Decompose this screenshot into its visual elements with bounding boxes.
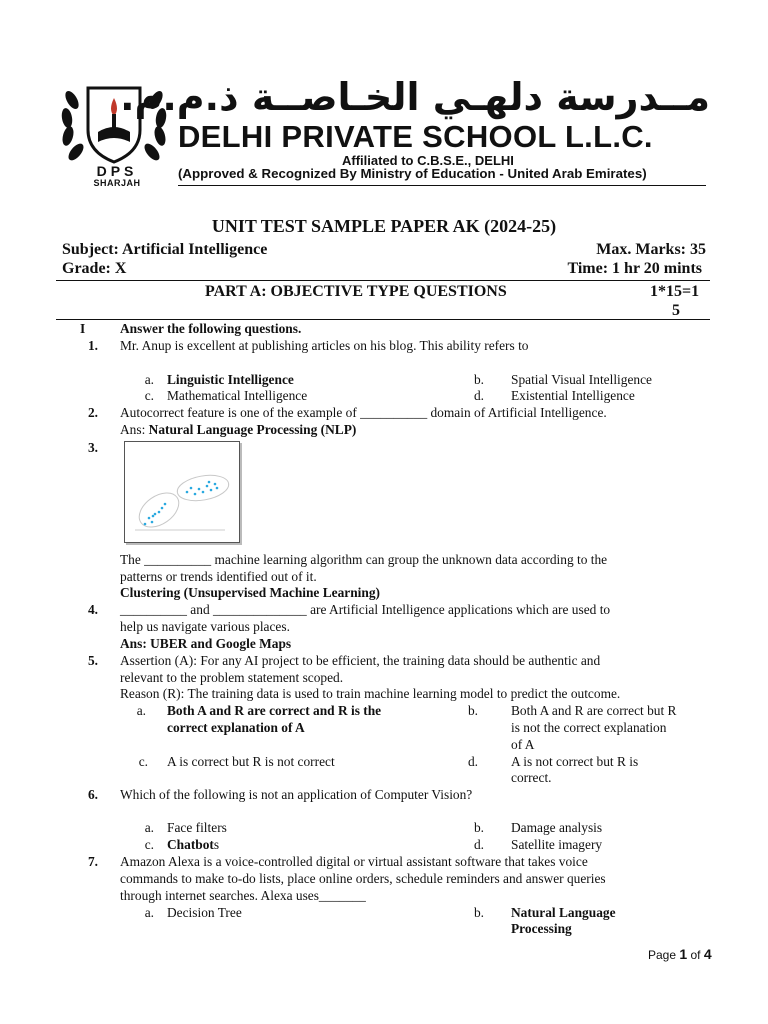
q1-option-c: Mathematical Intelligence [167,388,308,403]
current-page: 1 [679,946,688,962]
section-roman: I [80,321,86,336]
logo-subtext: SHARJAH [93,178,141,188]
q5-label-a: a. [136,703,146,718]
divider-top [56,280,710,281]
approval-text: (Approved & Recognized By Ministry of Education - United Arab Emirates) [178,166,647,181]
q6-option-a: Face filters [167,820,227,835]
q6-option-c: Chatbots [167,837,220,852]
q2-text: Autocorrect feature is one of the example of __________ domain of Artificial Intelligence. [120,405,607,420]
q6-option-d: Satellite imagery [511,837,603,852]
q5-option-c: A is correct but R is not correct [167,754,335,769]
q3-answer: Clustering (Unsupervised Machine Learning) [120,585,381,600]
q5-option-b-2: is not the correct explanation [511,720,667,735]
page-indicator: Page 1 of 4 [648,946,712,962]
paper-title: UNIT TEST SAMPLE PAPER AK (2024-25) [211,216,557,236]
q6-label-c: c. [144,837,154,852]
q5-number: 5. [87,653,98,668]
q5-option-d-1: A is not correct but R is [511,754,639,769]
q7-label-a: a. [144,905,154,920]
subject: Subject: Artificial Intelligence [62,241,268,258]
q4-line-1: __________ and ______________ are Artificial Intelligence applications which are used to [120,602,611,617]
total-pages: 4 [703,946,712,962]
logo-text: DPS [96,163,138,179]
q7-option-b-1: Natural Language [511,905,616,920]
q6-label-d: d. [473,837,484,852]
q5-line-3: Reason (R): The training data is used to train machine learning model to predict the outcome. [120,686,621,701]
q1-label-c: c. [144,388,154,403]
time: Time: 1 hr 20 mints [567,260,702,277]
divider-bottom [56,319,710,320]
q7-line-2: commands to make to-do lists, place online orders, schedule reminders and answer queries [120,871,606,886]
q7-option-b-2: Processing [511,921,572,936]
q7-label-b: b. [473,905,484,920]
header-underline [178,185,706,186]
part-marks: 1*15=1 [650,283,700,300]
q6-label-b: b. [473,820,484,835]
grade: Grade: X [62,260,127,277]
q5-line-2: relevant to the problem statement scoped. [120,670,344,685]
q1-option-a: Linguistic Intelligence [167,372,294,387]
q2-answer: Ans: Natural Language Processing (NLP) [120,422,357,437]
q1-number: 1. [87,338,98,353]
q5-label-d: d. [467,754,478,769]
q1-option-d: Existential Intelligence [511,388,635,403]
q1-option-b: Spatial Visual Intelligence [511,372,652,387]
q5-option-a-2: correct explanation of A [167,720,305,735]
q7-line-1: Amazon Alexa is a voice-controlled digital or virtual assistant software that takes voice [120,854,588,869]
q1-label-b: b. [473,372,484,387]
q2-number: 2. [87,405,98,420]
clustering-figure [124,441,240,543]
q4-number: 4. [87,602,98,617]
q5-option-d-2: correct. [511,770,552,785]
q6-option-b: Damage analysis [511,820,603,835]
q7-number: 7. [87,854,98,869]
max-marks: Max. Marks: 35 [596,241,706,258]
q3-line-1: The __________ machine learning algorithm can group the unknown data according to the [120,552,608,567]
part-marks-wrap: 5 [672,302,680,319]
q4-answer: Ans: UBER and Google Maps [120,636,292,651]
q6-label-a: a. [144,820,154,835]
affiliation: Affiliated to C.B.S.E., DELHI [342,153,514,168]
q7-option-a: Decision Tree [167,905,242,920]
q1-label-d: d. [473,388,484,403]
q1-text: Mr. Anup is excellent at publishing articles on his blog. This ability refers to [120,338,529,353]
q5-option-b-1: Both A and R are correct but R [511,703,677,718]
q5-option-b-3: of A [511,737,535,752]
school-name-arabic: مــدرسة دلهـي الخـاصــة ذ.م.م. [120,75,710,119]
q5-label-c: c. [138,754,148,769]
q7-line-3: through internet searches. Alexa uses_______ [120,888,366,903]
q6-text: Which of the following is not an application of Computer Vision? [120,787,473,802]
q4-line-2: help us navigate various places. [120,619,290,634]
q1-label-a: a. [144,372,154,387]
q6-number: 6. [87,787,98,802]
q5-line-1: Assertion (A): For any AI project to be efficient, the training data should be authentic and [120,653,601,668]
q3-number: 3. [87,440,98,455]
part-title: PART A: OBJECTIVE TYPE QUESTIONS [205,283,507,300]
q3-line-2: patterns or trends identified out of it. [120,569,317,584]
q5-option-a-1: Both A and R are correct and R is the [167,703,382,718]
q5-label-b: b. [467,703,478,718]
section-instruction: Answer the following questions. [120,321,302,336]
school-name: DELHI PRIVATE SCHOOL L.L.C. [178,119,653,154]
